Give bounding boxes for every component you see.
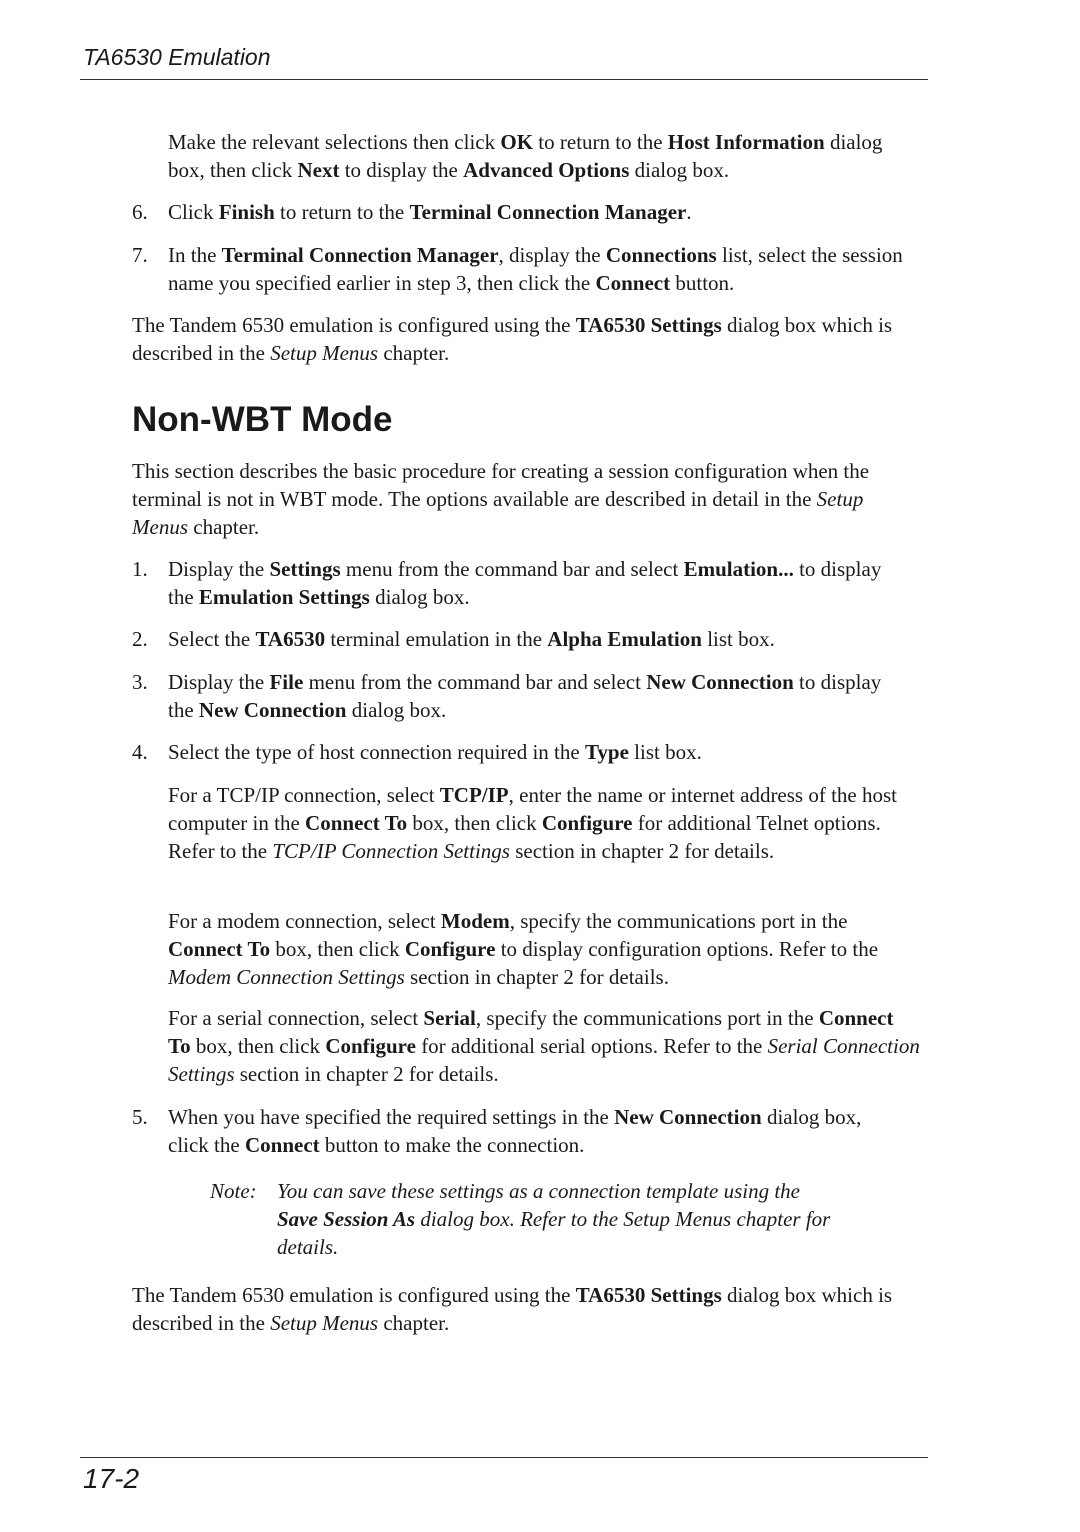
text-run: When you have specified the required settings in the [168,1105,615,1129]
note-label: Note: [210,1179,257,1203]
bold-term: Save Session As [277,1207,416,1231]
text-run: list, select the session name you specified earlier in step 3, then click the [168,243,903,295]
text-run: . [686,200,692,224]
text-run: box, then click [407,811,542,835]
text-run: dialog box, click the [168,1105,862,1157]
text-run: to return to the [274,200,410,224]
step-number: 4. [132,740,148,764]
text-run: section in chapter 2 for details. [234,1062,499,1086]
text-run: list box. [701,627,775,651]
text-run: button to make the connection. [319,1133,585,1157]
header-rule [80,79,928,80]
text-run: list box. [628,740,702,764]
bold-term: Host Information [667,130,825,154]
bold-term: TCP/IP [439,783,509,807]
bold-term: TA6530 [255,627,326,651]
step-number: 7. [132,243,148,267]
italic-reference: Modem Connection Settings [168,965,405,989]
bold-term: Type [584,740,629,764]
text-run: chapter. [378,1311,450,1335]
bold-term: Finish [218,200,275,224]
text-run: Display the [168,670,270,694]
text-run: box, then click [190,1034,326,1058]
text-run: , specify the communications port in the [509,909,848,933]
bold-term: Connect To [305,811,408,835]
bold-term: Terminal Connection Manager [409,200,687,224]
step-number: 3. [132,670,148,694]
bold-term: Terminal Connection Manager [221,243,499,267]
section-intro [132,457,924,541]
bold-term: Next [297,158,340,182]
bold-term: Connect To [168,937,271,961]
italic-reference: Serial Connection Settings [168,1034,920,1086]
text-run: button. [670,271,735,295]
step-3-text [168,668,898,724]
bold-term: New Connection [646,670,794,694]
step-6-text [168,198,908,226]
bold-term: Serial [423,1006,476,1030]
text-run: Display the [168,557,270,581]
text-run: , display the [498,243,606,267]
step-number: 2. [132,627,148,651]
text-run: to display the [168,670,882,722]
text-run: dialog box. [629,158,730,182]
bold-term: Connect To [168,1006,894,1058]
text-run: For a TCP/IP connection, select [168,783,440,807]
footer-rule [80,1457,928,1458]
text-run: terminal emulation in the [325,627,548,651]
section-heading: Non-WBT Mode [132,400,393,439]
text-run: Click [168,200,219,224]
bold-term: Configure [404,937,496,961]
step-5-text [168,1103,898,1159]
step-1-text [168,555,898,611]
text-run: The Tandem 6530 emulation is configured using the [132,1283,576,1307]
bold-term: Connect [595,271,671,295]
bold-term: Advanced Options [463,158,630,182]
italic-reference: Setup Menus [270,341,379,365]
step-number: 1. [132,557,148,581]
bold-term: File [269,670,304,694]
page-number: 17-2 [83,1463,140,1494]
bold-term: OK [500,130,534,154]
italic-reference: Setup Menus [270,1311,379,1335]
text-run: for additional Telnet options. Refer to the [168,811,881,863]
config-paragraph [132,311,902,367]
tcp-paragraph [168,781,913,865]
text-run: to display the [339,158,464,182]
text-run: For a modem connection, select [168,909,441,933]
text-run: This section describes the basic procedure for creating a session configuration when the terminal is not in WBT mode. The options available are described in detail in the [132,459,870,511]
text-run: You can save these settings as a connection template using the [277,1179,800,1203]
bold-term: Configure [541,811,633,835]
text-run: box, then click [270,937,405,961]
text-run: chapter. [378,341,450,365]
text-run: , enter the name or internet address of the host computer in the [168,783,898,835]
bold-term: Settings [269,557,341,581]
italic-reference: TCP/IP Connection Settings [272,839,510,863]
step-2-text [168,625,908,653]
text-run: , specify the communications port in the [475,1006,819,1030]
text-run: menu from the command bar and select [340,557,684,581]
step-7-text [168,241,920,297]
step-number: 6. [132,200,148,224]
continued-paragraph [168,128,898,184]
text-run: dialog box which is described in the [132,313,893,365]
text-run: to return to the [533,130,668,154]
bold-term: Emulation... [683,557,794,581]
bold-term: Connect [244,1133,320,1157]
text-run: In the [168,243,222,267]
running-header: TA6530 Emulation [83,44,271,70]
text-run: to display configuration options. Refer to the [495,937,879,961]
bold-term: Configure [325,1034,416,1058]
note-text [277,1177,837,1261]
text-run: For a serial connection, select [168,1006,424,1030]
text-run: dialog box which is described in the [132,1283,893,1335]
step-4-text [168,738,908,766]
text-run: Make the relevant selections then click [168,130,501,154]
text-run: The Tandem 6530 emulation is configured using the [132,313,576,337]
bold-term: Connections [605,243,717,267]
text-run: chapter. [188,515,260,539]
italic-reference: Setup Menus [132,487,864,539]
text-run: for additional serial options. Refer to the [415,1034,768,1058]
bold-term: New Connection [198,698,347,722]
text-run: section in chapter 2 for details. [509,839,775,863]
closing-paragraph [132,1281,902,1337]
text-run: dialog box. [346,698,447,722]
bold-term: Alpha Emulation [547,627,702,651]
text-run: dialog box. Refer to the Setup Menus chapter for details. [277,1207,831,1259]
bold-term: Modem [440,909,510,933]
text-run: Select the [168,627,256,651]
text-run: dialog box, then click [168,130,883,182]
serial-paragraph [168,1004,920,1088]
text-run: section in chapter 2 for details. [404,965,669,989]
text-run: Select the type of host connection required in the [168,740,585,764]
text-run: menu from the command bar and select [303,670,647,694]
text-run: dialog box. [369,585,470,609]
bold-term: New Connection [614,1105,762,1129]
bold-term: TA6530 Settings [575,313,722,337]
bold-term: TA6530 Settings [575,1283,722,1307]
modem-paragraph [168,907,924,991]
bold-term: Emulation Settings [198,585,370,609]
step-number: 5. [132,1105,148,1129]
text-run: to display the [168,557,882,609]
